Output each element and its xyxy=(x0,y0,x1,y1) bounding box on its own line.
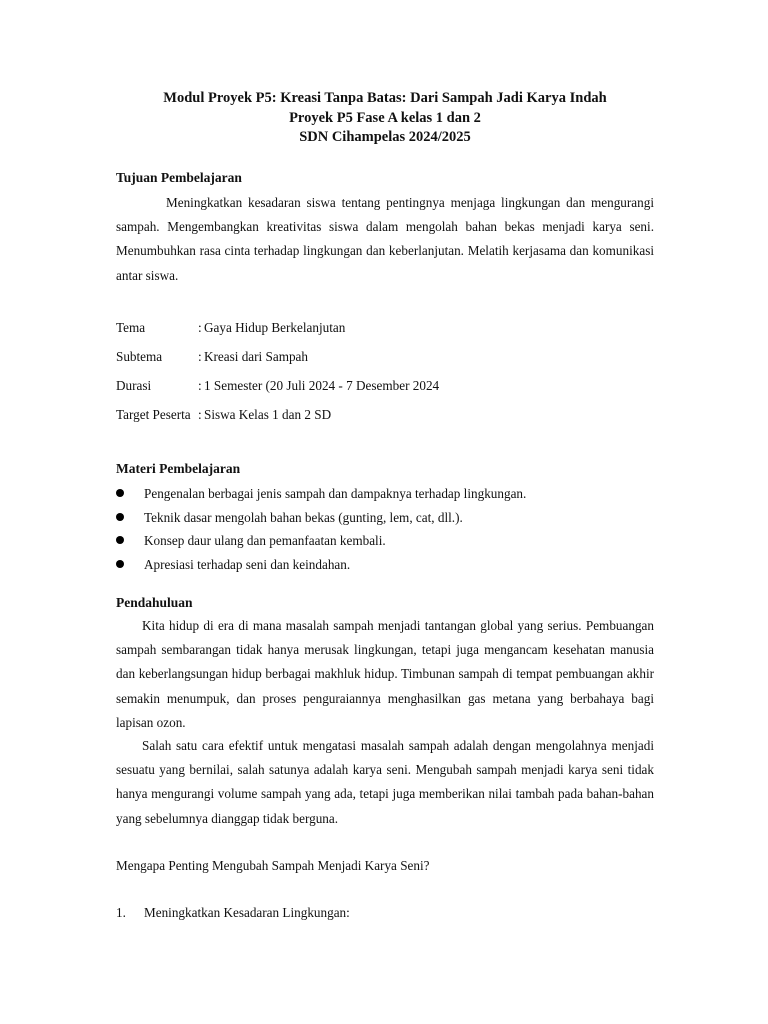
meta-label: Target Peserta xyxy=(116,407,191,422)
meta-value: 1 Semester (20 Juli 2024 - 7 Desember 2024 xyxy=(204,378,440,393)
list-item-text: Teknik dasar mengolah bahan bekas (gunting, lem, cat, dll.). xyxy=(144,509,463,525)
numbered-item-marker: 1. xyxy=(116,905,126,920)
list-item xyxy=(116,529,654,553)
list-item-text: Apresiasi terhadap seni dan keindahan. xyxy=(144,556,351,572)
meta-separator: : xyxy=(198,407,202,422)
materi-list xyxy=(116,482,654,576)
materi-heading: Materi Pembelajaran xyxy=(116,461,241,476)
meta-separator: : xyxy=(198,378,202,393)
meta-separator: : xyxy=(198,349,202,364)
numbered-item-text: Meningkatkan Kesadaran Lingkungan: xyxy=(144,905,350,920)
list-item-text: Konsep daur ulang dan pemanfaatan kembali. xyxy=(144,533,386,548)
title-line-2: Proyek P5 Fase A kelas 1 dan 2 xyxy=(289,109,481,126)
meta-value: Kreasi dari Sampah xyxy=(204,349,308,364)
meta-label: Subtema xyxy=(116,349,163,364)
meta-value: Siswa Kelas 1 dan 2 SD xyxy=(204,407,332,422)
meta-row-tema xyxy=(116,318,654,338)
meta-row-target xyxy=(116,405,654,425)
document-title xyxy=(116,89,654,148)
list-item xyxy=(116,553,654,577)
pendahuluan-paragraph-1: Kita hidup di era di mana masalah sampah menjadi tantangan global yang serius. Pembuangan sampah sembarangan tidak hanya merusak lingkungan, tetapi juga mengancam kesehatan manusia dan keberlangsungan hidup berbagai makhluk hidup. Timbunan sampah di tempat pembuangan akhir semakin menumpuk, dan proses penguraiannya menghasilkan gas metana yang berbahaya bagi lapisan ozon. xyxy=(116,618,654,730)
meta-row-durasi xyxy=(116,376,654,396)
bullet-icon xyxy=(116,560,124,568)
bullet-icon xyxy=(116,536,124,544)
tujuan-paragraph: Meningkatkan kesadaran siswa tentang pentingnya menjaga lingkungan dan mengurangi sampah. Mengembangkan kreativitas siswa dalam mengolah bahan bekas menjadi karya seni. Menumbuhkan rasa cinta terhadap lingkungan dan keberlanjutan. Melatih kerjasama dan komunikasi antar siswa. xyxy=(116,195,654,283)
title-line-1: Modul Proyek P5: Kreasi Tanpa Batas: Dari Sampah Jadi Karya Indah xyxy=(163,90,607,106)
meta-row-subtema xyxy=(116,347,654,367)
bullet-icon xyxy=(116,513,124,521)
tujuan-heading: Tujuan Pembelajaran xyxy=(116,170,242,185)
list-item xyxy=(116,506,654,530)
section-question: Mengapa Penting Mengubah Sampah Menjadi Karya Seni? xyxy=(116,858,430,873)
list-item-text: Pengenalan berbagai jenis sampah dan dampaknya terhadap lingkungan. xyxy=(144,486,527,501)
title-line-3: SDN Cihampelas 2024/2025 xyxy=(299,129,471,145)
bullet-icon xyxy=(116,489,124,497)
document-page xyxy=(116,0,654,1024)
pendahuluan-paragraph-2: Salah satu cara efektif untuk mengatasi masalah sampah adalah dengan mengolahnya menjadi sesuatu yang bernilai, salah satunya adalah karya seni. Mengubah sampah menjadi karya seni tidak hanya mengurangi volume sampah yang ada, tetapi juga memberikan nilai tambah pada bahan-bahan yang sebelumnya dianggap tidak berguna. xyxy=(116,738,654,826)
meta-separator: : xyxy=(198,320,202,335)
list-item xyxy=(116,482,654,506)
meta-label: Tema xyxy=(116,320,146,335)
pendahuluan-heading: Pendahuluan xyxy=(116,595,193,610)
meta-label: Durasi xyxy=(116,378,152,393)
meta-value: Gaya Hidup Berkelanjutan xyxy=(204,320,346,335)
